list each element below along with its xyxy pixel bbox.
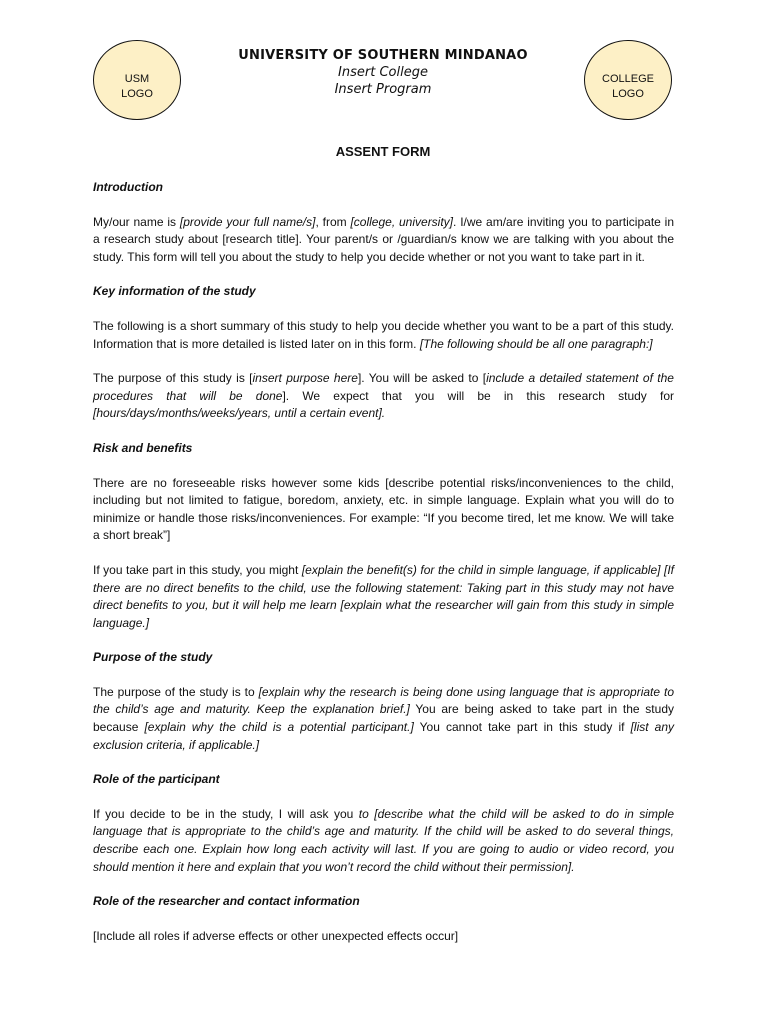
key-information-paragraph-1: The following is a short summary of this study to help you decide whether you want to be a part of this study. Information that is more detailed is listed later on in this form. [The following should be all one paragraph:]: [93, 318, 674, 351]
participant-role-paragraph: If you decide to be in the study, I will ask you to [describe what the child will be asked to do in simple language that is appropriate to the child’s age and maturity. If the child will be asked to do several things, describe each one. Explain how long each activity will last. If you are going to audio or video record, you should mention it here and explain that you won’t record the child without their permission].: [93, 806, 674, 874]
college-name: Insert College: [338, 65, 428, 80]
college-logo-line1: COLLEGE: [602, 73, 654, 85]
form-title: ASSENT FORM: [335, 144, 431, 159]
section-heading-risk-and-benefits: Risk and benefits: [93, 440, 193, 455]
document-header: [200, 47, 566, 98]
program-name: Insert Program: [334, 82, 432, 97]
usm-logo-line1: USM: [124, 73, 150, 85]
section-heading-role-of-participant: Role of the participant: [93, 772, 220, 787]
section-heading-introduction: Introduction: [93, 180, 163, 194]
university-name: UNIVERSITY OF SOUTHERN MINDANAO: [238, 48, 528, 63]
usm-logo-placeholder: [93, 40, 181, 120]
form-body: [93, 179, 674, 945]
usm-logo-line2: LOGO: [121, 88, 153, 100]
benefits-paragraph: If you take part in this study, you might [explain the benefit(s) for the child in simple language, if applicable] [If there are no direct benefits to the child, use the following statement: Taking part in this study may not have direct benefits to you, but it will help me learn [explain what the researcher will gain from this study in simple language.]: [93, 562, 675, 630]
purpose-paragraph: The purpose of the study is to [explain why the research is being done using language that is appropriate to the child’s age and maturity. Keep the explanation brief.] You are being asked to take part in the study because [explain why the child is a potential participant.] You cannot take part in this study if [list any exclusion criteria, if applicable.]: [93, 684, 675, 752]
college-logo-placeholder: [584, 40, 672, 120]
section-heading-role-of-researcher: Role of the researcher and contact information: [93, 894, 360, 909]
researcher-role-paragraph: [Include all roles if adverse effects or other unexpected effects occur]: [93, 928, 459, 943]
section-heading-key-information: Key information of the study: [93, 284, 256, 299]
key-information-paragraph-2: The purpose of this study is [insert purpose here]. You will be asked to [include a detailed statement of the procedures that will be done]. We expect that you will be in this research study for [hours/days/months/weeks/years, until a certain event].: [93, 371, 674, 421]
risk-paragraph: There are no foreseeable risks however some kids [describe potential risks/inconveniences to the child, including but not limited to fatigue, boredom, anxiety, etc. in simple language. Explain what you will do to minimize or handle those risks/inconveniences. For example: “If you become tired, let me know. We will take a short break”]: [93, 475, 674, 543]
section-heading-purpose: Purpose of the study: [93, 650, 213, 665]
introduction-paragraph: My/our name is [provide your full name/s], from [college, university]. I/we am/are inviting you to participate in a research study about [research title]. Your parent/s or /guardian/s know we are talking with you about the study. This form will tell you about the study to help you decide whether or not you want to take part in it.: [93, 214, 674, 264]
college-logo-line2: LOGO: [612, 88, 644, 100]
